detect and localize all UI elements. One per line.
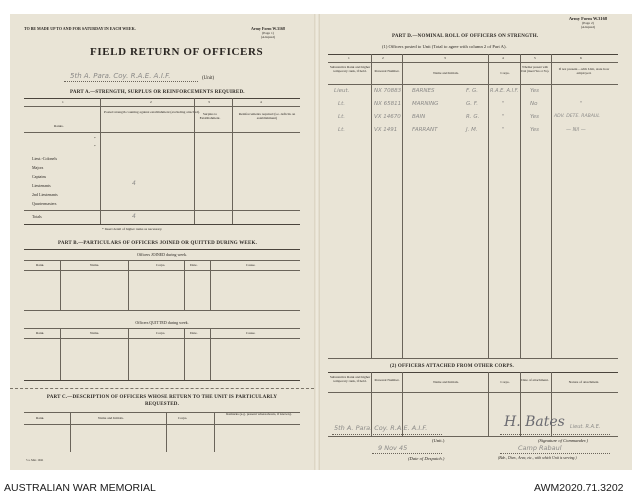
cell-initials: F. G.: [466, 88, 478, 94]
right-page: [320, 14, 632, 470]
col-divider: [166, 412, 167, 452]
footer-archive-name: AUSTRALIAN WAR MEMORIAL: [4, 482, 156, 494]
part-d2-title: (2) OFFICERS ATTACHED FROM OTHER CORPS.: [390, 364, 515, 369]
unit-line: [332, 434, 442, 435]
rule: [24, 210, 300, 211]
cell-present: No: [530, 101, 538, 107]
col-divider: [184, 260, 185, 310]
cell-name: BAIN: [412, 114, 426, 120]
location-label: (Bde., Divn., Area, etc., with which Unit is serving.): [498, 456, 577, 460]
location-value: Camp Rabaul: [518, 444, 562, 452]
signature-rank: Lieut. R.A.E.: [570, 424, 601, 430]
cell-initials: R. G.: [466, 114, 480, 120]
part-a-footnote: * Insert detail of higher ranks as necessary.: [102, 227, 163, 231]
unit-label: (Unit): [202, 76, 215, 81]
cell-corps: R.A.E. A.I.F.: [490, 88, 519, 94]
col-divider: [128, 260, 129, 310]
rank-label: Captains: [32, 174, 46, 179]
totals-value: 4: [132, 213, 136, 220]
cell-rank: Lt.: [338, 101, 345, 107]
col-divider: [70, 412, 71, 452]
col-header: Corps.: [156, 331, 166, 335]
form-ref-line: Army Form W.3168: [250, 26, 286, 31]
location-line: [500, 453, 610, 454]
col-number: 4: [260, 100, 262, 104]
left-page: [10, 14, 314, 470]
col-header-number: Personal Number.: [374, 69, 400, 73]
cell-name: BARNES: [412, 88, 435, 94]
totals-label: Totals: [32, 214, 42, 219]
asterisk: *: [94, 144, 96, 148]
col-header-present: Whether present with Unit (insert Yes or No).: [520, 65, 550, 73]
col-header-surplus: Surplus to Establishment.: [199, 112, 221, 121]
rule: [24, 132, 300, 133]
form-ref-line: (Page 2): [582, 21, 594, 25]
unit-line: [64, 81, 198, 82]
form-ref-line: (Adapted): [580, 25, 596, 29]
lieutenants-value: 4: [132, 180, 136, 187]
col-header: Corps.: [156, 263, 166, 267]
rule: [24, 328, 300, 329]
unit-label: (Unit.): [432, 438, 445, 443]
col-header-corps: Corps.: [500, 71, 510, 75]
col-divider: [60, 328, 61, 380]
form-ref-line: (Adapted): [260, 35, 276, 39]
cell-corps: ": [502, 114, 505, 120]
rule: [24, 270, 300, 271]
cell-present: Yes: [530, 114, 540, 120]
col-divider: [214, 412, 215, 452]
col-header-posted: Posted strength counting against establishment (excluding attached).: [104, 110, 200, 114]
quitted-label: Officers QUITTED during week.: [135, 320, 189, 325]
rule: [24, 249, 300, 250]
col-number: 1: [348, 56, 350, 60]
cell-rank: Lieut.: [334, 88, 350, 94]
cell-number: VX 1491: [374, 127, 398, 133]
col-divider: [60, 260, 61, 310]
col-header-reinforcements: Reinforcements required (i.e. deficits on establishment): [238, 112, 296, 121]
cell-name: MARNING: [412, 101, 439, 107]
col-header: Date.: [190, 263, 198, 267]
rule: [328, 358, 618, 359]
date-line: [372, 453, 442, 454]
date-value: 9 Nov 45: [378, 444, 408, 452]
unit-value: 5th A. Para. Coy. R.A.E. A.I.F.: [334, 424, 428, 432]
signature-label: (Signature of Commander.): [538, 438, 588, 443]
col-header-nature: Nature of attachment.: [568, 380, 600, 384]
col-divider: [210, 328, 211, 380]
part-b-title: PART B.—PARTICULARS OF OFFICERS JOINED OR QUITTED DURING WEEK.: [58, 241, 258, 246]
rule: [328, 436, 618, 437]
perforation: [10, 388, 314, 389]
form-ref-line: Army Form W.3168: [568, 16, 608, 21]
joined-label: Officers JOINED during week.: [137, 252, 187, 257]
commander-signature: H. Bates: [504, 414, 565, 430]
col-header-date: Date of attachment.: [521, 378, 549, 382]
col-header: Cause.: [246, 263, 256, 267]
col-divider: [520, 54, 521, 358]
col-number: 3: [444, 56, 446, 60]
col-divider: [371, 54, 372, 358]
col-divider: [194, 98, 195, 224]
rule: [24, 98, 300, 99]
cell-employed: ": [580, 101, 583, 107]
rule: [24, 106, 300, 107]
date-label: (Date of Despatch.): [408, 456, 445, 461]
col-divider: [402, 54, 403, 358]
signature-line: [500, 434, 610, 435]
part-c-title: PART C.—DESCRIPTION OF OFFICERS WHOSE RETURN TO THE UNIT IS PARTICULARLY REQUESTED.: [46, 395, 278, 407]
col-header-ranks: Ranks.: [54, 124, 64, 128]
col-header: Corps.: [178, 416, 188, 420]
rank-label: Lieut.-Colonels: [32, 156, 57, 161]
cell-present: Yes: [530, 127, 540, 133]
col-header-rank: Substantive Rank and higher temporary rank, if held.: [329, 65, 371, 74]
col-header-rank: Substantive Rank and higher temporary rank, if held.: [329, 375, 371, 384]
cell-initials: G. F.: [466, 101, 478, 107]
col-number: 6: [580, 56, 582, 60]
col-header: Date.: [190, 331, 198, 335]
rank-label: 2nd Lieutenants: [32, 192, 58, 197]
col-header-corps: Corps.: [500, 380, 510, 384]
cell-employed: — Nil —: [566, 127, 586, 133]
unit-value: 5th A. Para. Coy. R.A.E. A.I.F.: [70, 72, 171, 80]
col-header: Remarks (e.g. present whereabouts, if known).: [226, 412, 292, 416]
col-divider: [488, 54, 489, 358]
col-divider: [488, 372, 489, 436]
rank-label: Quartermasters: [32, 201, 57, 206]
rank-label: Majors: [32, 165, 44, 170]
print-note: 5 a. Mar. 1941: [26, 458, 44, 462]
col-header-number: Personal Number.: [374, 378, 400, 382]
col-divider: [210, 260, 211, 310]
col-divider: [184, 328, 185, 380]
cell-initials: J. M.: [466, 127, 478, 133]
col-header-employed: If not present—with Unit, state how employed.: [558, 67, 610, 76]
col-header-name: Name and Initials.: [433, 380, 459, 384]
col-number: 4: [502, 56, 504, 60]
document-sheet: [10, 14, 632, 470]
asterisk: *: [94, 136, 96, 140]
page-title: FIELD RETURN OF OFFICERS: [90, 46, 264, 58]
col-header: Name.: [90, 263, 100, 267]
col-number: 2: [150, 100, 152, 104]
col-number: 3: [208, 100, 210, 104]
part-a-title: PART A.—STRENGTH, SURPLUS OR REINFORCEMENTS REQUIRED.: [70, 90, 245, 95]
cell-rank: Lt.: [338, 127, 345, 133]
col-number: 1: [62, 100, 64, 104]
col-header: Rank.: [36, 263, 45, 267]
form-ref-left: [238, 26, 298, 39]
col-header: Cause.: [246, 331, 256, 335]
cell-rank: Lt.: [338, 114, 345, 120]
form-ref-right: [552, 16, 624, 29]
form-ref-line: (Page 1): [262, 31, 274, 35]
cell-number: VX 14670: [374, 114, 401, 120]
top-note: TO BE MADE UP TO AND FOR SATURDAY IN EACH WEEK.: [24, 26, 136, 31]
col-divider: [232, 98, 233, 224]
rule: [24, 260, 300, 261]
cell-name: FARRANT: [412, 127, 438, 133]
rule: [24, 224, 300, 225]
col-header: Name.: [90, 331, 100, 335]
col-number: 5: [534, 56, 536, 60]
part-d-subtitle: (1) Officers posted to Unit (Total to agree with column 2 of Part A).: [382, 44, 507, 49]
col-divider: [128, 328, 129, 380]
cell-number: NX 65811: [374, 101, 402, 107]
rule: [24, 338, 300, 339]
cell-corps: ": [502, 127, 505, 133]
rule: [24, 424, 300, 425]
cell-corps: ": [502, 101, 505, 107]
cell-number: NX 70883: [374, 88, 402, 94]
col-header: Rank.: [36, 331, 45, 335]
rank-label: Lieutenants: [32, 183, 51, 188]
cell-present: Yes: [530, 88, 540, 94]
footer-accession-number: AWM2020.71.3202: [534, 482, 624, 494]
col-header: Rank.: [36, 416, 45, 420]
cell-employed: ADV. DETE. RABAUL: [554, 114, 600, 119]
col-header-name: Name and Initials.: [433, 71, 459, 75]
col-divider: [100, 98, 101, 224]
rule: [24, 380, 300, 381]
col-number: 2: [382, 56, 384, 60]
rule: [24, 310, 300, 311]
col-header: Name and Initials.: [98, 416, 124, 420]
part-d-title: PART D.—NOMINAL ROLL OF OFFICERS ON STRENGTH.: [392, 34, 539, 39]
col-divider: [551, 54, 552, 358]
